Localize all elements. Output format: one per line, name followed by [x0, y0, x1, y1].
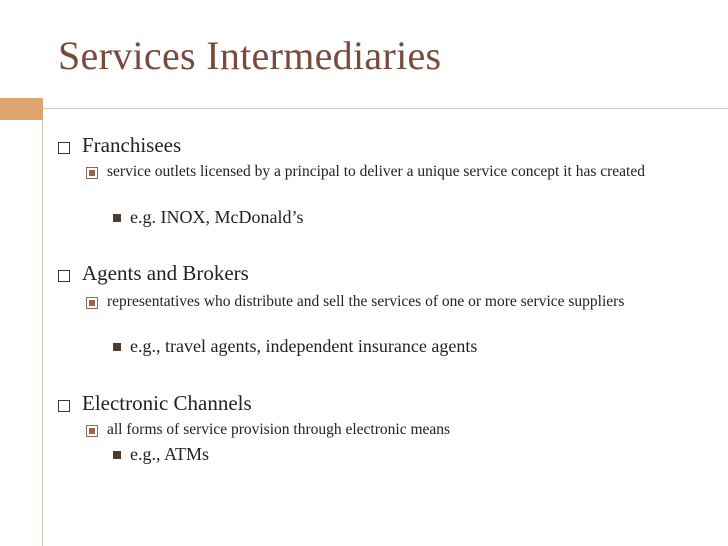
section-example: e.g. INOX, McDonald’s	[130, 207, 304, 227]
section-heading-agents-brokers: Agents and Brokers	[82, 261, 249, 285]
title-accent-bar	[0, 98, 43, 120]
section-description: service outlets licensed by a principal to deliver a unique service concept it has created	[107, 163, 645, 180]
square-bullet-icon	[86, 297, 98, 309]
slide-title: Services Intermediaries	[58, 33, 442, 78]
small-square-bullet-icon	[113, 343, 121, 351]
title-divider	[43, 108, 728, 109]
small-square-bullet-icon	[113, 214, 121, 222]
section-heading-franchisees: Franchisees	[82, 133, 182, 157]
section-description: all forms of service provision through electronic means	[107, 421, 451, 438]
section-example: e.g., travel agents, independent insurance agents	[130, 336, 478, 356]
square-bullet-icon	[86, 167, 98, 179]
checkbox-bullet-icon	[58, 270, 70, 282]
section-heading-electronic-channels: Electronic Channels	[82, 391, 252, 415]
checkbox-bullet-icon	[58, 142, 70, 154]
left-margin-rule	[42, 120, 43, 546]
checkbox-bullet-icon	[58, 400, 70, 412]
square-bullet-icon	[86, 425, 98, 437]
section-description: representatives who distribute and sell the services of one or more service suppliers	[107, 293, 625, 310]
small-square-bullet-icon	[113, 451, 121, 459]
section-example: e.g., ATMs	[130, 444, 210, 464]
